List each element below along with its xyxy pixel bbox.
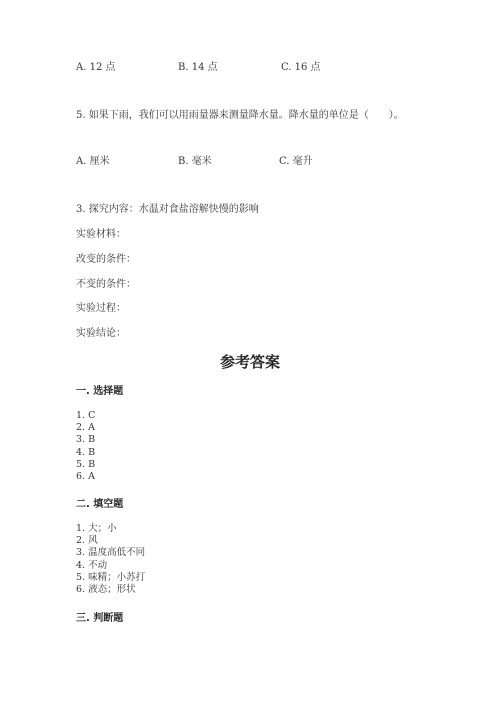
inquiry-conclusion: 实验结论： (76, 328, 126, 339)
inquiry-unchanged-condition: 不变的条件： (76, 279, 136, 290)
list-item: 6. 液态；形状 (76, 584, 136, 596)
q4-option-b: B. 14 点 (178, 62, 218, 73)
list-item: 1. C (76, 410, 96, 421)
list-item: 5. 味精；小苏打 (76, 571, 146, 583)
list-item: 4. 不动 (76, 559, 108, 571)
q5-option-c: C. 毫升 (279, 156, 313, 167)
fill-blank-answer-list (76, 523, 145, 596)
q4-option-c: C. 16 点 (281, 62, 321, 73)
inquiry-materials: 实验材料： (76, 229, 126, 240)
choice-answer-list (76, 410, 95, 483)
q5-question: 5. 如果下雨，我们可以用雨量器来测量降水量。降水量的单位是（ ）。 (76, 110, 404, 121)
list-item: 1. 大；小 (76, 523, 117, 534)
q5-option-a: A. 厘米 (76, 156, 110, 167)
section-title-choice: 一. 选择题 (76, 386, 124, 397)
inquiry-changed-condition: 改变的条件： (76, 254, 136, 265)
list-item: 5. B (76, 458, 96, 470)
section-title-true-false: 三. 判断题 (76, 613, 124, 624)
list-item: 3. 温度高低不同 (76, 547, 146, 559)
section-title-fill-blank: 二. 填空题 (76, 499, 124, 510)
list-item: 6. A (76, 471, 95, 483)
answer-key-title: 参考答案 (219, 353, 280, 371)
list-item: 4. B (76, 446, 96, 458)
list-item: 2. A (76, 422, 95, 434)
list-item: 3. B (76, 434, 96, 446)
q5-option-b: B. 毫米 (178, 156, 212, 167)
q4-option-a: A. 12 点 (76, 62, 116, 73)
inquiry-title: 3. 探究内容：水温对食盐溶解快慢的影响 (76, 204, 259, 215)
list-item: 2. 风 (76, 535, 98, 547)
inquiry-process: 实验过程： (76, 303, 126, 314)
